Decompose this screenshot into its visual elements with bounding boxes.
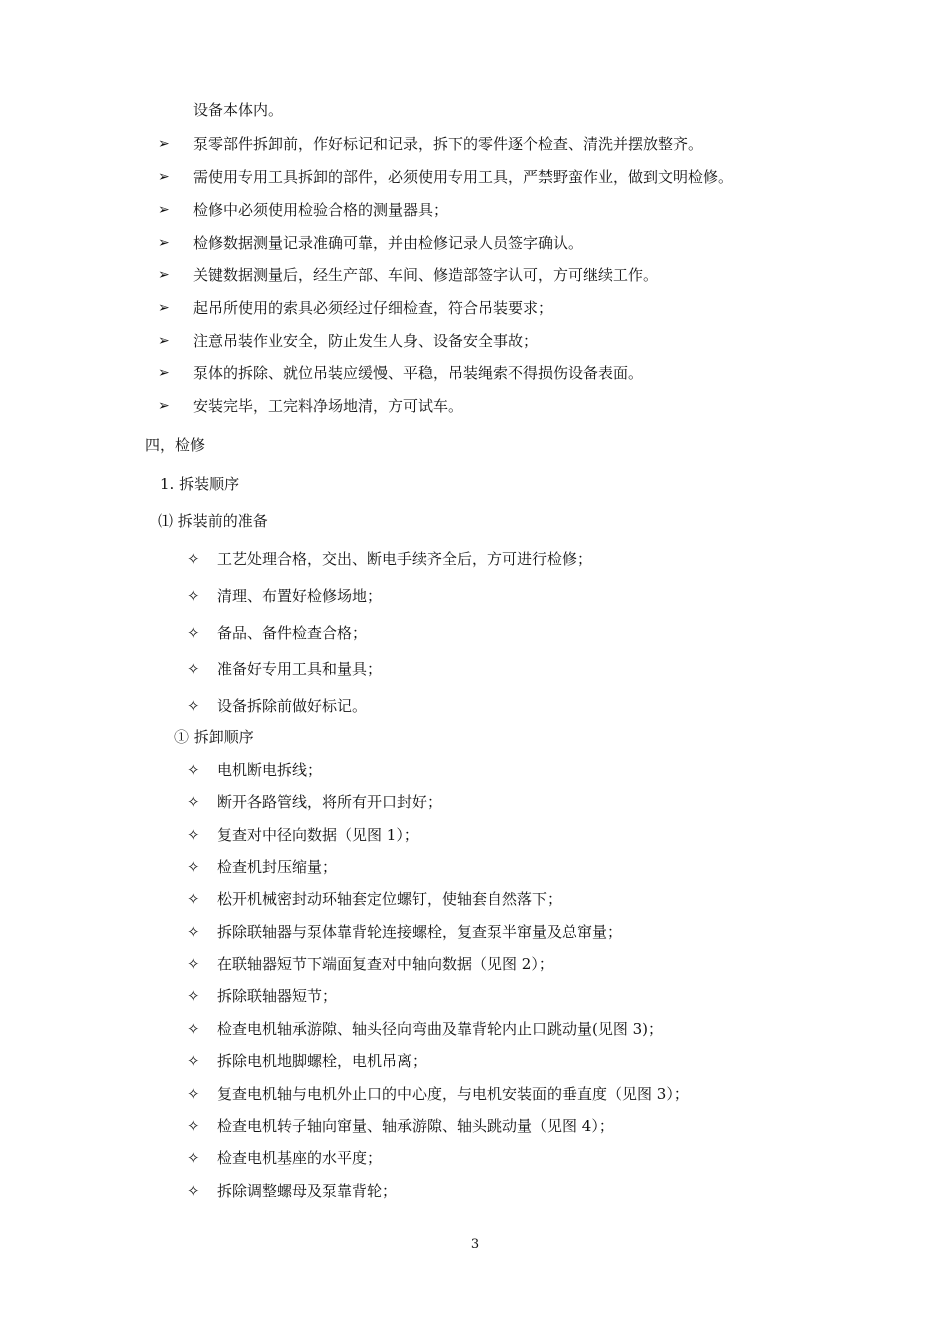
diamond-bullet-icon: ✧ [187,1149,200,1167]
diamond-bullet-icon: ✧ [187,987,200,1005]
arrow-bullet-icon: ➢ [158,333,170,349]
diamond-bullet-icon: ✧ [187,955,200,973]
diamond-bullet-icon: ✧ [187,1020,200,1038]
list-item: 检查电机轴承游隙、轴头径向弯曲及靠背轮内止口跳动量(见图 3)； [217,1020,664,1038]
diamond-bullet-icon: ✧ [187,1182,200,1200]
diamond-bullet-icon: ✧ [187,1085,200,1103]
list-item: 拆除联轴器与泵体靠背轮连接螺栓，复查泵半窜量及总窜量； [217,923,623,941]
list-item: 复查对中径向数据（见图 1）； [217,826,419,844]
list-item: 关键数据测量后，经生产部、车间、修造部签字认可，方可继续工作。 [193,266,659,284]
list-item: 拆除联轴器短节； [217,987,338,1005]
list-item: 工艺处理合格，交出、断电手续齐全后，方可进行检修； [217,550,593,568]
arrow-bullet-icon: ➢ [158,169,170,185]
list-item: 拆除电机地脚螺栓，电机吊离； [217,1052,428,1070]
list-item: 检修数据测量记录准确可靠，并由检修记录人员签字确认。 [193,234,584,252]
list-item: 检修中必须使用检验合格的测量器具； [193,201,449,219]
page-number: 3 [470,1237,480,1252]
diamond-bullet-icon: ✧ [187,826,200,844]
list-item: 泵体的拆除、就位吊装应缓慢、平稳，吊装绳索不得损伤设备表面。 [193,364,644,382]
list-item: 准备好专用工具和量具； [217,660,383,678]
arrow-bullet-icon: ➢ [158,365,170,381]
diamond-bullet-icon: ✧ [187,858,200,876]
list-item: 备品、备件检查合格； [217,624,368,642]
list-item: 需使用专用工具拆卸的部件，必须使用专用工具，严禁野蛮作业，做到文明检修。 [193,168,734,186]
diamond-bullet-icon: ✧ [187,761,200,779]
list-item: 松开机械密封动环轴套定位螺钉，使轴套自然落下； [217,890,563,908]
diamond-bullet-icon: ✧ [187,550,200,568]
section-heading: 四，检修 [145,436,206,454]
prep-heading: ⑴ 拆装前的准备 [158,512,268,530]
list-item: 泵零部件拆卸前，作好标记和记录，拆下的零件逐个检查、清洗并摆放整齐。 [193,135,704,153]
arrow-bullet-icon: ➢ [158,136,170,152]
continuation-text: 设备本体内。 [193,101,284,119]
list-item: 安装完毕，工完料净场地清，方可试车。 [193,397,464,415]
disassembly-heading: ① 拆卸顺序 [174,728,254,746]
list-item: 检查电机基座的水平度； [217,1149,383,1167]
arrow-bullet-icon: ➢ [158,300,170,316]
diamond-bullet-icon: ✧ [187,660,200,678]
list-item: 检查机封压缩量； [217,858,338,876]
arrow-bullet-icon: ➢ [158,398,170,414]
subsection-heading: 1. 拆装顺序 [160,475,240,493]
diamond-bullet-icon: ✧ [187,697,200,715]
diamond-bullet-icon: ✧ [187,1117,200,1135]
arrow-bullet-icon: ➢ [158,202,170,218]
arrow-bullet-icon: ➢ [158,267,170,283]
diamond-bullet-icon: ✧ [187,587,200,605]
list-item: 拆除调整螺母及泵靠背轮； [217,1182,398,1200]
arrow-bullet-icon: ➢ [158,235,170,251]
list-item: 清理、布置好检修场地； [217,587,383,605]
diamond-bullet-icon: ✧ [187,890,200,908]
diamond-bullet-icon: ✧ [187,923,200,941]
list-item: 断开各路管线，将所有开口封好； [217,793,443,811]
list-item: 在联轴器短节下端面复查对中轴向数据（见图 2）； [217,955,554,973]
list-item: 设备拆除前做好标记。 [217,697,368,715]
list-item: 检查电机转子轴向窜量、轴承游隙、轴头跳动量（见图 4）； [217,1117,614,1135]
list-item: 电机断电拆线； [217,761,323,779]
diamond-bullet-icon: ✧ [187,624,200,642]
list-item: 注意吊装作业安全，防止发生人身、设备安全事故； [193,332,539,350]
diamond-bullet-icon: ✧ [187,793,200,811]
diamond-bullet-icon: ✧ [187,1052,200,1070]
list-item: 起吊所使用的索具必须经过仔细检查，符合吊装要求； [193,299,554,317]
list-item: 复查电机轴与电机外止口的中心度，与电机安装面的垂直度（见图 3）； [217,1085,689,1103]
